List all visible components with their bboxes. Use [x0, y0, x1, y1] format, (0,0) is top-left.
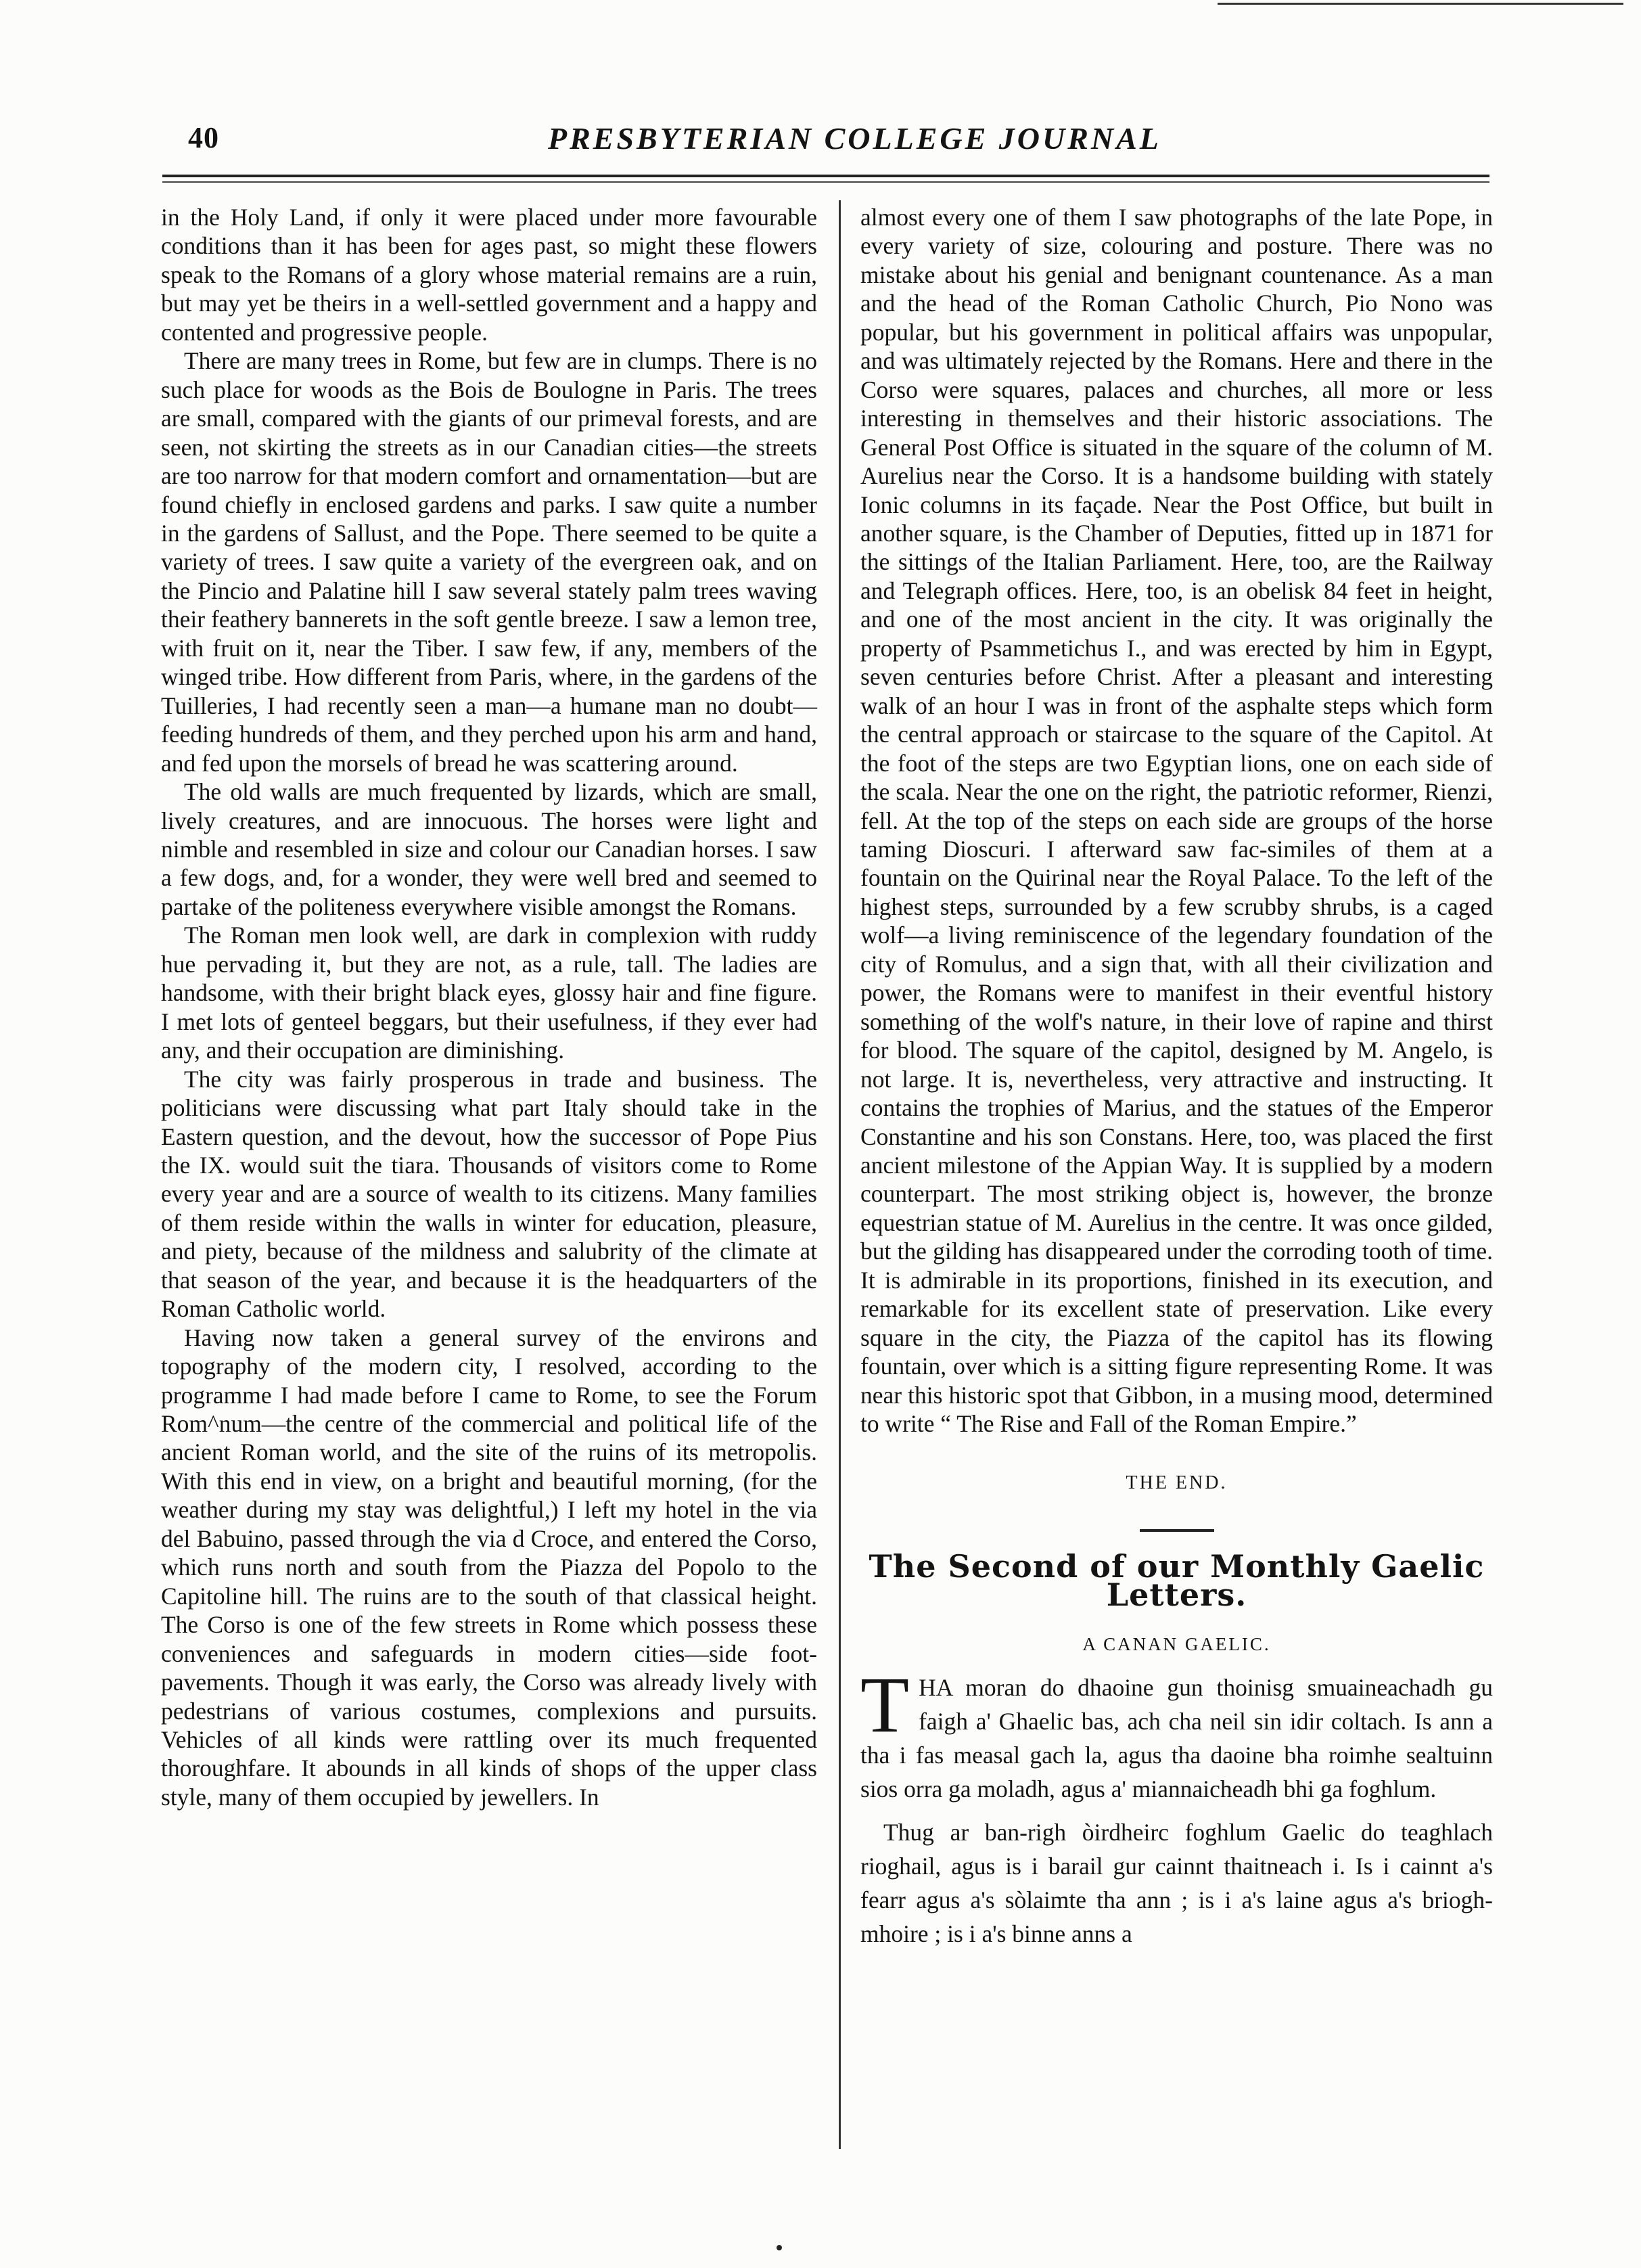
left-column	[161, 203, 817, 1811]
paragraph: There are many trees in Rome, but few are in clumps. There is no such place for woods as the Bois de Boulogne in Paris. The trees are small, compared with the giants of our primeval forests, and are seen, not skirting the streets as in our Canadian cities—the streets are too narrow for that modern comfort and ornamentation—but are found chiefly in enclosed gardens and parks. I saw quite a number in the gardens of Sallust, and the Pope. There seemed to be quite a variety of trees. I saw quite a variety of the evergreen oak, and on the Pincio and Palatine hill I saw several stately palm trees waving their feathery bannerets in the soft gentle breeze. I saw a lemon tree, with fruit on it, near the Tiber. I saw few, if any, members of the winged tribe. How different from Paris, where, in the gardens of the Tuilleries, I had recently seen a man—a humane man no doubt—feeding hundreds of them, and they perched upon his arm and hand, and fed upon the morsels of bread he was scattering around.	[161, 347, 817, 777]
gaelic-letter-subtitle: A CANAN GAELIC.	[1082, 1633, 1271, 1654]
gaelic-letter-body	[860, 1660, 1493, 1951]
header-rule-thin	[162, 181, 1489, 183]
gaelic-first-paragraph-text: HA moran do dhaoine gun thoinisg smuaineachadh gu faigh a' Ghaelic bas, ach cha neil sin idir coltach. Is ann a tha i fas measal gach la, agus tha daoine bha roimhe sealtuinn sios orra ga moladh, agus a' miannaicheadh bhi ga foghlum.	[860, 1674, 1493, 1803]
page-header	[162, 120, 1488, 168]
paragraph: The city was fairly prosperous in trade and business. The politicians were discussing what part Italy should take in the Eastern question, and the devout, how the successor of Pope Pius the IX. would suit the tiara. Thousands of visitors come to Rome every year and are a source of wealth to its citizens. Many families of them reside within the walls in winter for education, pleasure, and piety, because of the mildness and salubrity of the climate at that season of the year, and because it is the headquarters of the Roman Catholic world.	[161, 1065, 817, 1323]
page-speck	[777, 2245, 782, 2250]
the-end-label: THE END.	[1126, 1472, 1228, 1494]
gaelic-letter-title: The Second of our Monthly Gaelic Letters.	[869, 1547, 1485, 1614]
drop-cap: T	[860, 1660, 910, 1750]
paragraph: in the Holy Land, if only it were placed under more favourable conditions than it has been for ages past, so might these flowers speak to the Romans of a glory whose material remains are a ruin, but may yet be theirs in a well-settled government and a happy and contented and progressive people.	[161, 204, 817, 346]
top-edge-rule	[1218, 3, 1623, 5]
gaelic-paragraph	[860, 1660, 1493, 1806]
column-divider	[839, 200, 841, 2149]
paragraph: Having now taken a general survey of the environs and topography of the modern city, I resolved, according to the programme I had made before I came to Rome, to see the Forum Rom^num—the centre of the commercial and political life of the ancient Roman world, and the site of the ruins of its metropolis. With this end in view, on a bright and beautiful morning, (for the weather during my stay was delightful,) I left my hotel in the via del Babuino, passed through the via d Croce, and entered the Corso, which runs north and south from the Piazza del Popolo to the Capitoline hill. The ruins are to the south of that classical height. The Corso is one of the few streets in Rome which possess these conveniences and safeguards in modern cities—side foot-pavements. Though it was early, the Corso was already lively with pedestrians of various costumes, complexions and pursuits. Vehicles of all kinds were rattling over its much frequented thoroughfare. It abounds in all kinds of shops of the upper class style, many of them occupied by jewellers. In	[161, 1323, 817, 1811]
section-rule	[1140, 1529, 1214, 1532]
running-title: PRESBYTERIAN COLLEGE JOURNAL	[548, 121, 1161, 156]
paragraph: The Roman men look well, are dark in complexion with ruddy hue pervading it, but they are not, as a rule, tall. The ladies are handsome, with their bright black eyes, glossy hair and fine figure. I met lots of genteel beggars, but their usefulness, if they ever had any, and their occupation are diminishing.	[161, 922, 817, 1064]
gaelic-paragraph: Thug ar ban-righ òirdheirc foghlum Gaelic do teaghlach rioghail, agus is i barail gur cainnt thaitneach i. Is i cainnt a's fearr agus a's sòlaimte tha ann ; is i a's laine agus a's briogh-mhoire ; is i a's binne anns a	[860, 1819, 1493, 1948]
right-column	[860, 203, 1493, 1951]
page-number: 40	[188, 121, 219, 154]
header-rule-thick	[162, 175, 1489, 177]
paragraph: almost every one of them I saw photographs of the late Pope, in every variety of size, colouring and posture. There was no mistake about his genial and benignant countenance. As a man and the head of the Roman Catholic Church, Pio Nono was popular, but his government in political affairs was unpopular, and was ultimately rejected by the Romans. Here and there in the Corso were squares, palaces and churches, all more or less interesting in themselves and their historic associations. The General Post Office is situated in the square of the column of M. Aurelius near the Corso. It is a handsome building with stately Ionic columns in its façade. Near the Post Office, but built in another square, is the Chamber of Deputies, fitted up in 1871 for the sittings of the Italian Parliament. Here, too, are the Railway and Telegraph offices. Here, too, is an obelisk 84 feet in height, and one of the most ancient in the city. It was originally the property of Psammetichus I., and was erected by him in Egypt, seven centuries before Christ. After a pleasant and interesting walk of an hour I was in front of the asphalte steps which form the central approach or staircase to the square of the Capitol. At the foot of the steps are two Egyptian lions, one on each side of the scala. Near the one on the right, the patriotic reformer, Rienzi, fell. At the top of the steps on each side are groups of the horse taming Dioscuri. I afterward saw fac-similes of them at a fountain on the Quirinal near the Royal Palace. To the left of the highest steps, surrounded by a few scrubby shrubs, is a caged wolf—a living reminiscence of the legendary foundation of the city of Romulus, and a sign that, with all their civilization and power, the Romans were to manifest in their eventful history something of the wolf's nature, in their love of rapine and thirst for blood. The square of the capitol, designed by M. Angelo, is not large. It is, nevertheless, very attractive and instructing. It contains the trophies of Marius, and the statues of the Emperor Constantine and his son Constans. Here, too, was placed the first ancient milestone of the Appian Way. It is supplied by a modern counterpart. The most striking object is, however, the bronze equestrian statue of M. Aurelius in the centre. It was once gilded, but the gilding has disappeared under the corroding tooth of time. It is admirable in its proportions, finished in its execution, and remarkable for its excellent state of preservation. Like every square in the city, the Piazza of the capitol has its flowing fountain, over which is a sitting figure representing Rome. It was near this historic spot that Gibbon, in a musing mood, determined to write “ The Rise and Fall of the Roman Empire.”	[860, 204, 1493, 1438]
paragraph: The old walls are much frequented by lizards, which are small, lively creatures, and are innocuous. The horses were light and nimble and resembled in size and colour our Canadian horses. I saw a few dogs, and, for a wonder, they were well bred and seemed to partake of the politeness everywhere visible amongst the Romans.	[161, 778, 817, 920]
